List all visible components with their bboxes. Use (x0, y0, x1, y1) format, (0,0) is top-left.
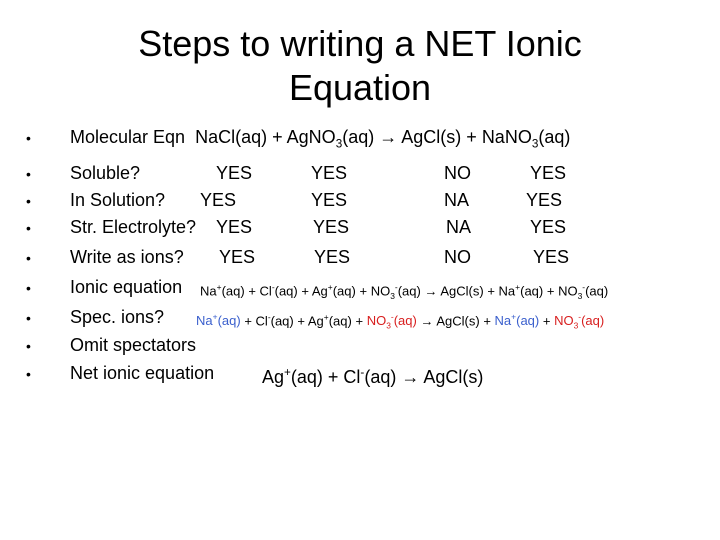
reactant-nacl: NaCl(aq) (195, 127, 268, 147)
bullet-spectator-ions (0, 304, 720, 334)
row-label: Write as ions? (70, 247, 184, 267)
row-label: Omit spectators (70, 335, 197, 355)
bullet-strong-electrolyte (0, 214, 720, 244)
answer-agno3: YES (311, 190, 348, 210)
spectator-no3-ion: $NO_3^-(aq)$ (366, 312, 417, 331)
title-line-2: Equation (288, 67, 432, 108)
row-label: Str. Electrolyte? (70, 217, 197, 237)
spectator-na-ion: Na+(aq) (494, 312, 540, 329)
answer-nacl: YES (219, 247, 256, 267)
molecular-equation (70, 124, 570, 158)
plus-sign: + (272, 127, 283, 147)
net-ionic-equation: Ag+(aq) + Cl-(aq) → AgCl(s) (262, 366, 484, 387)
spectator-na-ion: Na+(aq) (196, 312, 241, 329)
row-label: Ionic equation (70, 277, 183, 297)
row-label: Molecular Eqn (70, 127, 186, 147)
row-label: In Solution? (70, 190, 166, 210)
bullet-icon: • (26, 280, 31, 296)
bullet-icon: • (26, 366, 31, 382)
complete-ionic-equation: $Na^+(aq) + Cl^-(aq) + Ag^+(aq) + NO_3^-(aq)$ → AgCl(s) + $Na^+(aq) + NO_3^-(aq)$ (200, 282, 609, 301)
plus-sign: + (466, 127, 477, 147)
product-nano3: NaNO$_3$(aq) (481, 127, 571, 151)
answer-nano3: YES (533, 247, 570, 267)
answer-nano3: YES (530, 217, 567, 237)
arrow: → (379, 127, 398, 147)
bullet-in-solution (0, 187, 720, 217)
bullet-icon: • (26, 193, 31, 209)
bullet-write-as-ions (0, 244, 720, 274)
spectator-no3-ion: $NO_3^-(aq)$ (554, 312, 605, 331)
answer-nano3: YES (530, 163, 567, 183)
answer-nacl: YES (216, 163, 253, 183)
bullet-net-ionic-equation (0, 360, 720, 390)
title-line-1: Steps to writing a NET Ionic (138, 23, 582, 64)
bullet-omit-spectators (0, 332, 720, 362)
answer-agno3: YES (313, 217, 350, 237)
bullet-icon: • (26, 310, 31, 326)
bullet-soluble (0, 160, 720, 190)
row-label: Spec. ions? (70, 307, 165, 327)
bullet-ionic-equation (0, 274, 720, 304)
row-label: Soluble? (70, 163, 141, 183)
answer-agcl: NO (444, 163, 471, 183)
answer-nacl: YES (216, 217, 253, 237)
answer-agcl: NO (444, 247, 471, 267)
bullet-icon: • (26, 130, 31, 146)
bullet-icon: • (26, 250, 31, 266)
product-agcl: AgCl(s) (401, 127, 462, 147)
answer-agno3: YES (311, 163, 348, 183)
answer-agno3: YES (314, 247, 351, 267)
spectator-ionic-equation: $Na^+(aq) + Cl^-(aq) + Ag^+(aq) + NO_3^-(aq)$ → AgCl(s) + $Na^+(aq) + NO_3^-(aq)$ (196, 312, 605, 331)
answer-agcl: NA (446, 217, 472, 237)
answer-agcl: NA (444, 190, 470, 210)
bullet-molecular-eqn (0, 124, 720, 154)
answer-nacl: YES (200, 190, 237, 210)
reactant-agno3: AgNO$_3$(aq) (286, 127, 375, 151)
bullet-icon: • (26, 338, 31, 354)
answer-nano3: YES (526, 190, 563, 210)
bullet-icon: • (26, 220, 31, 236)
slide-title (110, 22, 610, 110)
bullet-icon: • (26, 166, 31, 182)
row-label: Net ionic equation (70, 363, 215, 383)
